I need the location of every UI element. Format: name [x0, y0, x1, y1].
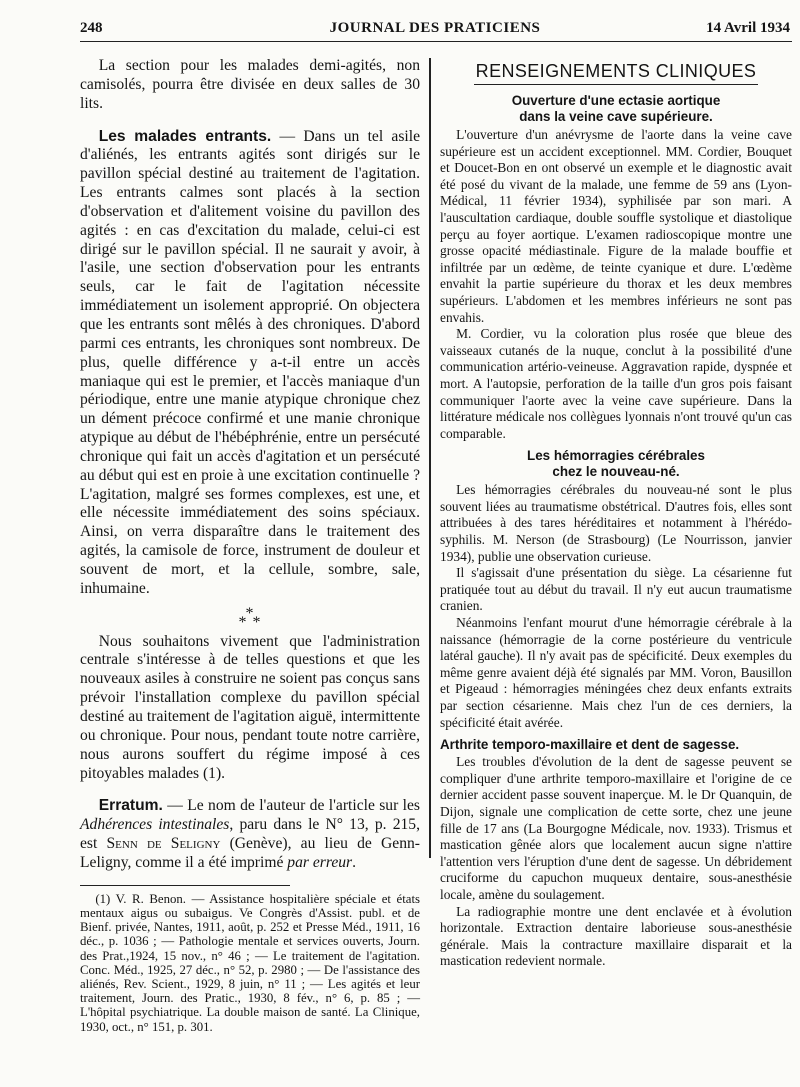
- paragraph-malades-entrants: [80, 128, 420, 599]
- article-paragraph: L'ouverture d'un anévrysme de l'aorte dans la veine cave supérieure est un accident exceptionnel. MM. Cordier, Bouquet et Doucet-Bon en ont observé un exemple et le diagnostic avait été posé du vivant de la malade, une femme de 59 ans (Lyon-Médical, 11 février 1934), syphilisée par son mari. A l'auscultation cardiaque, double souffle systolique et diastolique perçu au foyer aortique. L'examen radioscopique montre une grosse opacité médiastinale. Figure de la malade bouffie et infiltrée par un œdème, de teinte cyanique et dure. L'œdème envahit la partie supérieure du thorax et les deux membres supérieurs. L'abdomen et les membres inférieurs ne sont pas envahis.: [440, 127, 792, 325]
- right-column: [440, 60, 792, 970]
- paragraph-lead: Les malades entrants.: [98, 127, 272, 145]
- article-paragraph: La radiographie montre une dent enclavée et à évolution horizontale. Extraction dentaire laborieuse sous-anesthésie générale. Mais la contracture maxillaire disparait et la mastication redevient normale.: [440, 903, 792, 969]
- paragraph-conclusion: Nous souhaitons vivement que l'administration centrale s'intéresse à de telles questions et que les nouveaux asiles à construire ne soient pas conçus sans prévoir l'installation complexe du pavillon spécial destiné au traitement de l'agitation aiguë, intermittente ou chronique. Pour nous, pendant toute notre carrière, nous aurons souffert du régime imposé à ces pitoyables malades (1).: [80, 632, 420, 782]
- paragraph-text: — Dans un tel asile d'aliénés, les entrants agités sont dirigés sur le pavillon spécial destiné au traitement de l'agitation. Les entrants calmes sont placés à la section d'observation et d'alitement voisine du pavillon des agités : en cas d'excitation du malade, celui-ci est dirigé sur le pavillon spécial. Il ne saurait y avoir, à l'asile, une section d'observation pour les entrants seuls, car le fait de l'agitation nécessite immédiatement un isolement approprié. On objectera que les entrants sont mêlés à des chroniques. D'abord parmi ces entrants, les chroniques sont nombreux. De plus, quelle différence y a-t-il entre un accès maniaque qui est le premier, et l'accès maniaque d'un périodique, entre une manie atypique chronique chez un dément précoce confirmé et une manie chronique atypique au début de l'hébéphrénie, entre un persécuté chronique qui fait un accès d'agitation et un persécuté au début qui est en proie à une excitation continuelle ? L'agitation, malgré ses formes complexes, est une, et elle nécessite immédiatement des soins spéciaux. Ainsi, on verra disparaître dans le traitement des agités, la camisole de force, instrument de douleur et souvent de mort, et la cellule, sombre, sale, inhumaine.: [80, 127, 420, 597]
- paragraph-erratum: Erratum. — Le nom de l'auteur de l'article sur les Adhérences intestinales, paru dans le N° 13, p. 215, est Senn de Seligny (Genève), au lieu de Genn-Leligny, comme il a été imprimé par erreur.: [80, 797, 420, 871]
- article-title-arthrite: Arthrite temporo-maxillaire et dent de sagesse.: [440, 737, 740, 753]
- article-title-hemorragies: Les hémorragies cérébrales chez le nouveau-né.: [527, 448, 705, 480]
- article-paragraph: Les hémorragies cérébrales du nouveau-né sont le plus souvent liées au traumatisme obstétrical. D'autres fois, elles sont attribuées à des tares héréditaires et notamment à l'hérédo-syphilis. M. Nerson (de Strasbourg) (Le Nourrisson, janvier 1934), publie une observation curieuse.: [440, 482, 792, 564]
- section-separator-stars: * * *: [238, 604, 262, 631]
- section-title: RENSEIGNEMENTS CLINIQUES: [440, 60, 792, 85]
- footnote-rule: [80, 885, 290, 886]
- erratum-author: Senn de Seligny: [106, 835, 221, 853]
- paragraph-section-demi-agites: La section pour les malades demi-agités, non camisolés, pourra être divisée en deux salles de 30 lits.: [80, 57, 420, 112]
- erratum-lead: Erratum.: [98, 797, 163, 815]
- footnote: (1) V. R. Benon. — Assistance hospitalière spéciale et états mentaux aigus ou subaigus. Ve Congrès d'Assist. publ. et de Bienf. privée, Nantes, 1911, août, p. 252 et Presse Méd., 1911, 16 déc., p. 1036 ; — Pathologie mentale et services ouverts, Journ. des Prat.,1924, 15 nov., n° 46 ; — Le traitement de l'agitation. Conc. Méd., 1925, 27 déc., n° 52, p. 2980 ; — De l'assistance des aliénés, Rev. Scient., 1929, 8 juin, n° 11 ; — Les agités et leur traitement, Journ. des Pratic., 1930, 8 fév., n° 6, p. 85 ; — L'hôpital psychiatrique. La double maison de santé. La Clinique, 1930, oct., n° 151, p. 301.: [80, 891, 420, 1034]
- column-divider: [429, 58, 431, 858]
- page-number: 248: [80, 20, 103, 36]
- journal-title: JOURNAL DES PRATICIENS: [329, 20, 541, 36]
- left-column: [80, 57, 420, 1034]
- issue-date: 14 Avril 1934: [706, 20, 790, 36]
- article-paragraph: M. Cordier, vu la coloration plus rosée que bleue des vaisseaux cutanés de la nuque, conclut à la possibilité d'une communication artério-veineuse. Aggravation rapide, dyspnée et mort. A l'autopsie, perforation de la taille d'un gros pois faisant communiquer l'aorte avec la veine cave supérieure. Dans la littérature médicale nos collègues lyonnais n'ont trouvé qu'un cas comparable.: [440, 326, 792, 441]
- article-paragraph: Néanmoins l'enfant mourut d'une hémorragie cérébrale à la naissance (hémorragie de la corne postérieure du ventricule latéral gauche). Il n'y avait pas de spécificité. Deux exemples du même genre avaient déjà été signalés par MM. Voron, Bausillon et Pigeaud : hémorragies méningées chez deux enfants extraits par section césarienne. Mais chez l'un de ces derniers, la spécificité était avérée.: [440, 615, 792, 730]
- erratum-article-title: Adhérences intestinales: [80, 816, 230, 834]
- article-paragraph: Les troubles d'évolution de la dent de sagesse peuvent se compliquer d'une arthrite temporo-maxillaire et l'origine de ce dernier accident passe souvent inaperçue. M. le Dr Quanquin, de Dijon, signale une complication de cette sorte, chez une jeune fille de 17 ans (La Bourgogne Médicale, nov. 1933). Trismus et mastication gênée alors que localement aucun signe n'attire l'attention vers l'éruption d'une dent de sagesse. Un débridement cruciforme du capuchon muqueux dentaire, sous-anesthésie locale, amène du soulagement.: [440, 754, 792, 902]
- page-header: [80, 20, 790, 42]
- header-rule: [80, 41, 792, 42]
- article-title-ectasie: Ouverture d'une ectasie aortique dans la veine cave supérieure.: [511, 93, 721, 124]
- article-paragraph: Il s'agissait d'une présentation du siège. La césarienne fut pratiquée tout au début du travail. Il n'y eut aucun traumatisme cranien.: [440, 565, 792, 614]
